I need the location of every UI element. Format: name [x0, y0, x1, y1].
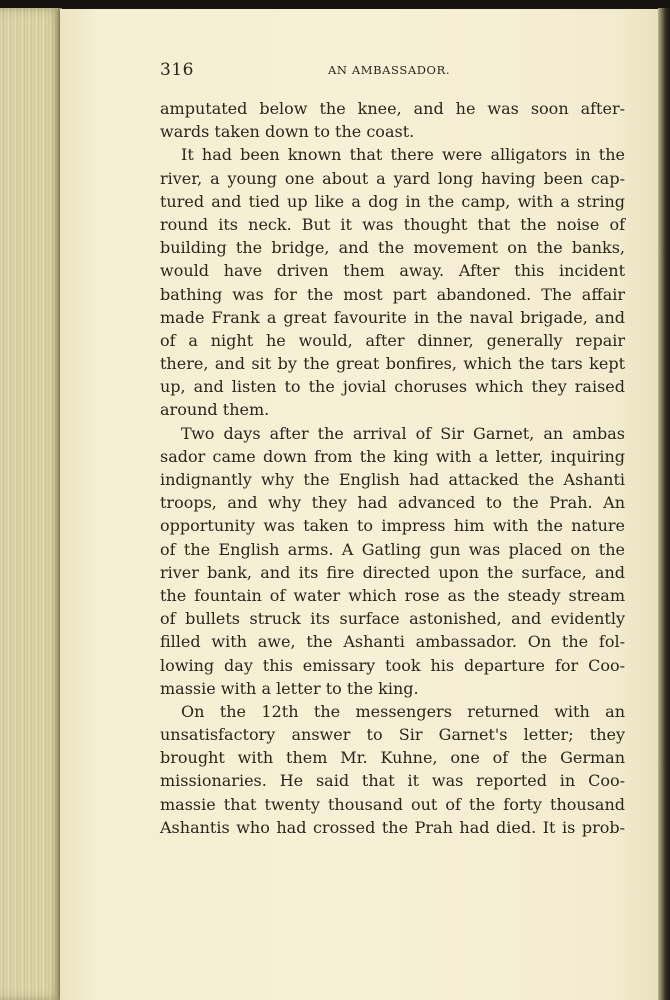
text-line: missionaries. He said that it was reported in Coo-	[160, 771, 625, 791]
text-line: of a night he would, after dinner, generally repair	[160, 330, 625, 350]
text-line: round its neck. But it was thought that the noise of	[160, 214, 625, 234]
text-line: there, and sit by the great bonfires, which the tars kept	[160, 354, 625, 374]
text-line: filled with awe, the Ashanti ambassador. On the fol-	[160, 632, 625, 652]
text-line: Two days after the arrival of Sir Garnet, an ambas	[181, 423, 625, 443]
book-page-edges	[0, 8, 62, 1000]
text-line: On the 12th the messengers returned with an	[181, 701, 625, 721]
text-line: sador came down from the king with a letter, inquiring	[160, 446, 625, 466]
text-line: bathing was for the most part abandoned. The affair	[160, 284, 625, 304]
text-line: amputated below the knee, and he was soon after-	[160, 99, 625, 118]
text-line: Ashantis who had crossed the Prah had died. It is prob-	[160, 817, 625, 837]
text-line: brought with them Mr. Kuhne, one of the German	[160, 748, 625, 768]
text-line: troops, and why they had advanced to the Prah. An	[160, 493, 625, 513]
text-line: massie that twenty thousand out of the forty thousand	[160, 794, 625, 814]
body-text	[160, 97, 625, 839]
text-line: building the bridge, and the movement on the banks,	[160, 238, 625, 258]
text-line: would have driven them away. After this incident	[160, 261, 625, 281]
text-line: It had been known that there were alligators in the	[181, 145, 625, 165]
text-line: massie with a letter to the king.	[160, 678, 419, 698]
text-line: around them.	[160, 400, 270, 420]
text-line: tured and tied up like a dog in the camp, with a string	[160, 191, 625, 211]
text-line: indignantly why the English had attacked the Ashanti	[160, 470, 625, 489]
scan-right-edge	[658, 8, 670, 1000]
text-line: up, and listen to the jovial choruses which they raised	[160, 377, 625, 397]
text-line: unsatisfactory answer to Sir Garnet's letter; they	[160, 725, 625, 745]
text-line: of bullets struck its surface astonished, and evidently	[160, 609, 625, 629]
text-line: made Frank a great favourite in the naval brigade, and	[160, 307, 625, 327]
text-line: lowing day this emissary took his departure for Coo-	[160, 655, 625, 675]
text-line: opportunity was taken to impress him with the nature	[160, 516, 625, 536]
text-line: river bank, and its fire directed upon the surface, and	[160, 562, 625, 582]
text-line: of the English arms. A Gatling gun was placed on the	[160, 539, 625, 559]
page-number: 316	[160, 60, 194, 80]
running-head	[160, 60, 625, 84]
text-line: the fountain of water which rose as the steady stream	[160, 585, 625, 605]
text-line: river, a young one about a yard long having been cap-	[160, 168, 625, 188]
running-title: AN AMBASSADOR.	[328, 63, 451, 77]
text-line: wards taken down to the coast.	[160, 122, 415, 142]
